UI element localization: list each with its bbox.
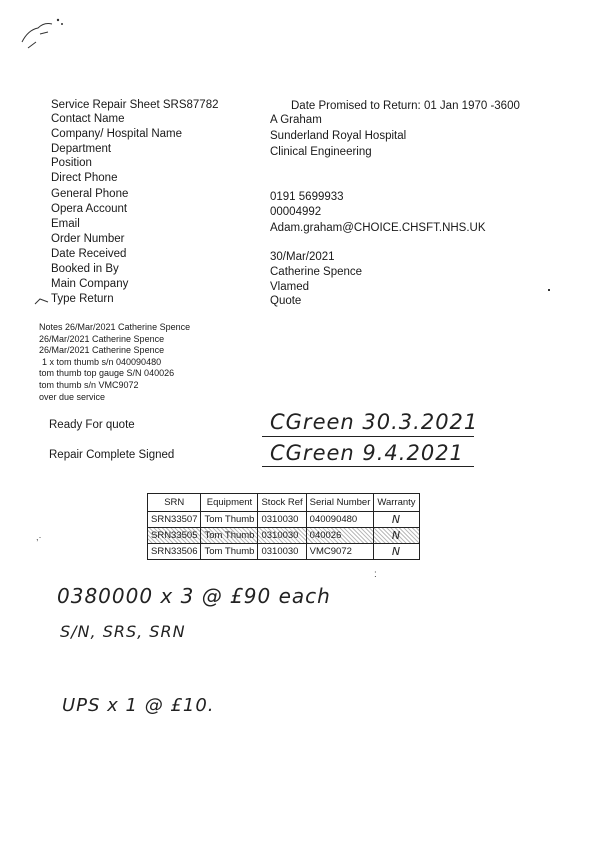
- complete-signature: CGreen 9.4.2021: [270, 441, 464, 465]
- col-header-srn: SRN: [148, 494, 201, 512]
- cell-equipment: Tom Thumb: [201, 528, 258, 544]
- note-line: tom thumb top gauge S/N 040026: [39, 368, 175, 379]
- field-value-email: Adam.graham@CHOICE.CHSFT.NHS.UK: [270, 222, 486, 234]
- field-value-date-received: 30/Mar/2021: [270, 251, 335, 263]
- field-label-date-received: Date Received: [51, 248, 127, 260]
- col-header-stock-ref: Stock Ref: [258, 494, 306, 512]
- field-value-department: Clinical Engineering: [270, 146, 372, 158]
- cell-equipment: Tom Thumb: [201, 512, 258, 528]
- col-header-warranty: Warranty: [374, 494, 419, 512]
- field-label-opera-account: Opera Account: [51, 203, 128, 215]
- note-line: tom thumb s/n VMC9072: [39, 379, 139, 390]
- complete-signature-line: [262, 466, 474, 467]
- table-row: [148, 528, 420, 544]
- field-value-opera-account: 00004992: [270, 206, 322, 218]
- cell-srn: SRN33506: [148, 544, 201, 560]
- handwritten-price-line: 0380000 x 3 @ £90 each: [57, 584, 331, 608]
- cell-stock-ref: 0310030: [258, 512, 306, 528]
- field-value-general-phone: 0191 5699933: [270, 191, 344, 203]
- tick-mark: [34, 296, 50, 308]
- equipment-table: [147, 493, 420, 560]
- note-line: 1 x tom thumb s/n 040090480: [42, 356, 162, 367]
- cell-serial: VMC9072: [306, 544, 374, 560]
- field-value-booked-in-by: Catherine Spence: [270, 266, 363, 278]
- field-value-contact-name: A Graham: [270, 114, 322, 126]
- table-row: [148, 544, 420, 560]
- field-value-main-company: Vlamed: [270, 281, 309, 293]
- field-label-position: Position: [51, 157, 92, 169]
- cell-warranty: N: [374, 544, 419, 560]
- cell-serial: 040026: [306, 528, 374, 544]
- col-header-equipment: Equipment: [201, 494, 258, 512]
- stray-dot: [548, 289, 550, 291]
- cell-equipment: Tom Thumb: [201, 544, 258, 560]
- field-value-company: Sunderland Royal Hospital: [270, 130, 407, 142]
- notes-block: [39, 322, 190, 403]
- cell-serial: 040090480: [306, 512, 374, 528]
- field-label-general-phone: General Phone: [51, 188, 129, 200]
- ready-signature-line: [262, 436, 474, 437]
- field-label-company: Company/ Hospital Name: [51, 128, 183, 140]
- date-promised: Date Promised to Return: 01 Jan 1970 -3600: [291, 100, 520, 112]
- field-label-main-company: Main Company: [51, 278, 129, 290]
- field-label-type-return: Type Return: [51, 293, 114, 305]
- field-label-booked-in-by: Booked in By: [51, 263, 119, 275]
- note-line: over due service: [39, 391, 106, 402]
- cell-srn: SRN33507: [148, 512, 201, 528]
- cell-stock-ref: 0310030: [258, 544, 306, 560]
- sheet-title: Service Repair Sheet SRS87782: [51, 99, 219, 111]
- table-row: [148, 512, 420, 528]
- cell-stock-ref: 0310030: [258, 528, 306, 544]
- handwritten-ups-line: UPS x 1 @ £10.: [62, 695, 215, 716]
- stray-mark: :: [374, 569, 377, 580]
- repair-complete-label: Repair Complete Signed: [49, 449, 175, 461]
- note-line: Notes 26/Mar/2021 Catherine Spence: [39, 322, 191, 332]
- handwritten-codes-line: S/N, SRS, SRN: [60, 622, 186, 641]
- col-header-serial-number: Serial Number: [306, 494, 374, 512]
- field-label-order-number: Order Number: [51, 233, 125, 245]
- field-label-contact-name: Contact Name: [51, 113, 125, 125]
- note-line: 26/Mar/2021 Catherine Spence: [39, 333, 165, 344]
- ready-for-quote-label: Ready For quote: [49, 419, 135, 431]
- field-label-email: Email: [51, 218, 80, 230]
- table-header-row: [148, 494, 420, 512]
- cell-warranty: N: [374, 512, 419, 528]
- cell-warranty: N: [374, 528, 419, 544]
- cell-srn: SRN33505: [148, 528, 201, 544]
- note-line: 26/Mar/2021 Catherine Spence: [39, 345, 165, 356]
- field-value-type-return: Quote: [270, 295, 302, 307]
- stray-mark: ,·: [36, 532, 42, 542]
- ready-signature: CGreen 30.3.2021: [270, 410, 479, 434]
- scribble-mark: [18, 12, 68, 52]
- field-label-department: Department: [51, 143, 112, 155]
- field-label-direct-phone: Direct Phone: [51, 172, 118, 184]
